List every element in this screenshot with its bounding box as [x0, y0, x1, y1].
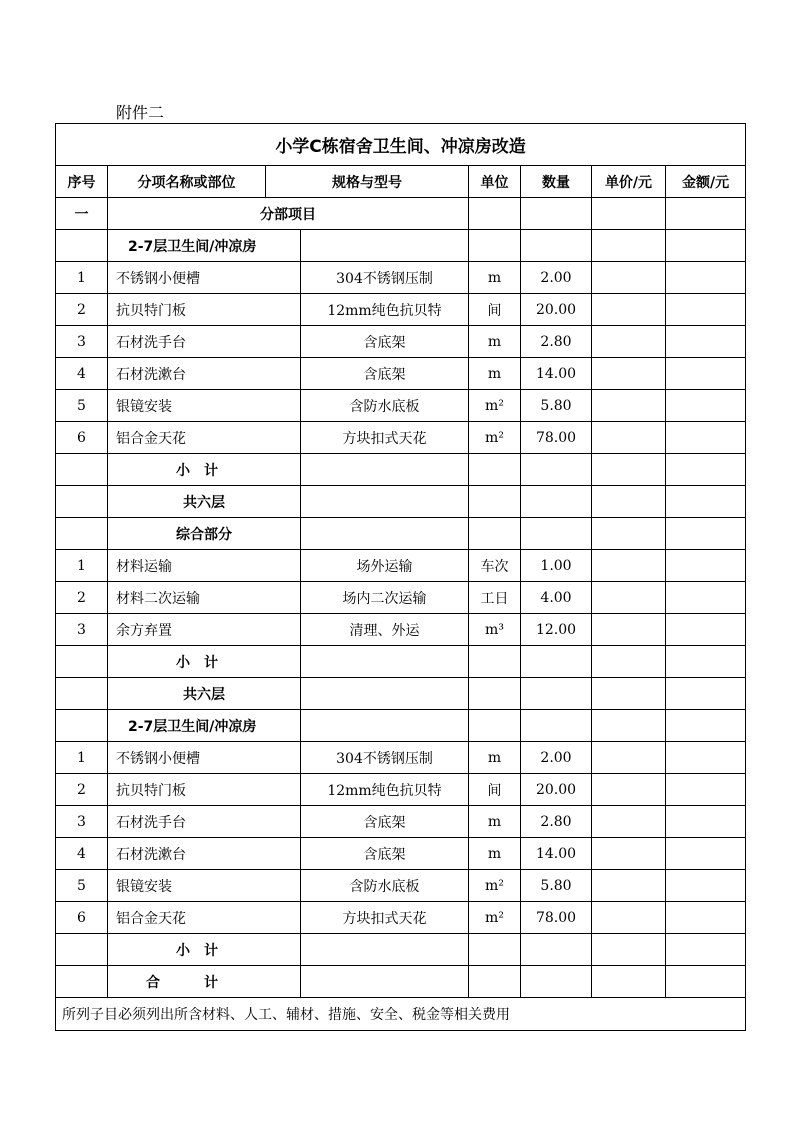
- subtotal-label: 小计: [108, 646, 301, 678]
- floors-row: [56, 678, 746, 710]
- table-row: 3 石材洗手台 含底架 m 2.80: [56, 806, 746, 838]
- section-row: [56, 518, 746, 550]
- table-row: 6 铝合金天花 方块扣式天花 m² 78.00: [56, 422, 746, 454]
- table-row: 5 银镜安装 含防水底板 m² 5.80: [56, 870, 746, 902]
- header-unit: 单位: [469, 166, 521, 198]
- part-no: 一: [56, 198, 108, 230]
- subtotal-row: [56, 646, 746, 678]
- table-row: 3 余方弃置 清理、外运 m³ 12.00: [56, 614, 746, 646]
- header-name: 分项名称或部位: [108, 166, 266, 198]
- table-row: 2 抗贝特门板 12mm纯色抗贝特 间 20.00: [56, 774, 746, 806]
- table-row: 2 材料二次运输 场内二次运输 工日 4.00: [56, 582, 746, 614]
- attachment-label: 附件二: [116, 103, 165, 122]
- section-row: [56, 710, 746, 742]
- table-row: 1 材料运输 场外运输 车次 1.00: [56, 550, 746, 582]
- section-row: [56, 230, 746, 262]
- table-row: 1 不锈钢小便槽 304不锈钢压制 m 2.00: [56, 742, 746, 774]
- part-title: 分部项目: [108, 198, 469, 230]
- subtotal-row: [56, 934, 746, 966]
- table-row: 1 不锈钢小便槽 304不锈钢压制 m 2.00: [56, 262, 746, 294]
- header-spec: 规格与型号: [266, 166, 469, 198]
- section-title: 2-7层卫生间/冲凉房: [108, 230, 301, 262]
- header-no: 序号: [56, 166, 108, 198]
- table-row: 4 石材洗漱台 含底架 m 14.00: [56, 838, 746, 870]
- subtotal-row: [56, 454, 746, 486]
- section-title: 综合部分: [108, 518, 301, 550]
- header-amount: 金额/元: [666, 166, 746, 198]
- table-title: 小学C栋宿舍卫生间、冲凉房改造: [56, 124, 746, 166]
- subtotal-label: 小计: [108, 934, 301, 966]
- bill-of-quantities-table: [55, 123, 746, 1031]
- floors-label: 共六层: [108, 678, 301, 710]
- table-row: 3 石材洗手台 含底架 m 2.80: [56, 326, 746, 358]
- header-price: 单价/元: [592, 166, 666, 198]
- table-row: 2 抗贝特门板 12mm纯色抗贝特 间 20.00: [56, 294, 746, 326]
- header-row: [56, 166, 746, 198]
- table-row: 5 银镜安装 含防水底板 m² 5.80: [56, 390, 746, 422]
- floors-row: [56, 486, 746, 518]
- total-label: 合计: [108, 966, 301, 998]
- total-row: [56, 966, 746, 998]
- subtotal-label: 小计: [108, 454, 301, 486]
- table-row: 6 铝合金天花 方块扣式天花 m² 78.00: [56, 902, 746, 934]
- section-title: 2-7层卫生间/冲凉房: [108, 710, 301, 742]
- table-row: 4 石材洗漱台 含底架 m 14.00: [56, 358, 746, 390]
- note-row: [56, 998, 746, 1031]
- floors-label: 共六层: [108, 486, 301, 518]
- header-qty: 数量: [521, 166, 592, 198]
- footnote: 所列子目必须列出所含材料、人工、辅材、措施、安全、税金等相关费用: [56, 998, 746, 1031]
- part-row: [56, 198, 746, 230]
